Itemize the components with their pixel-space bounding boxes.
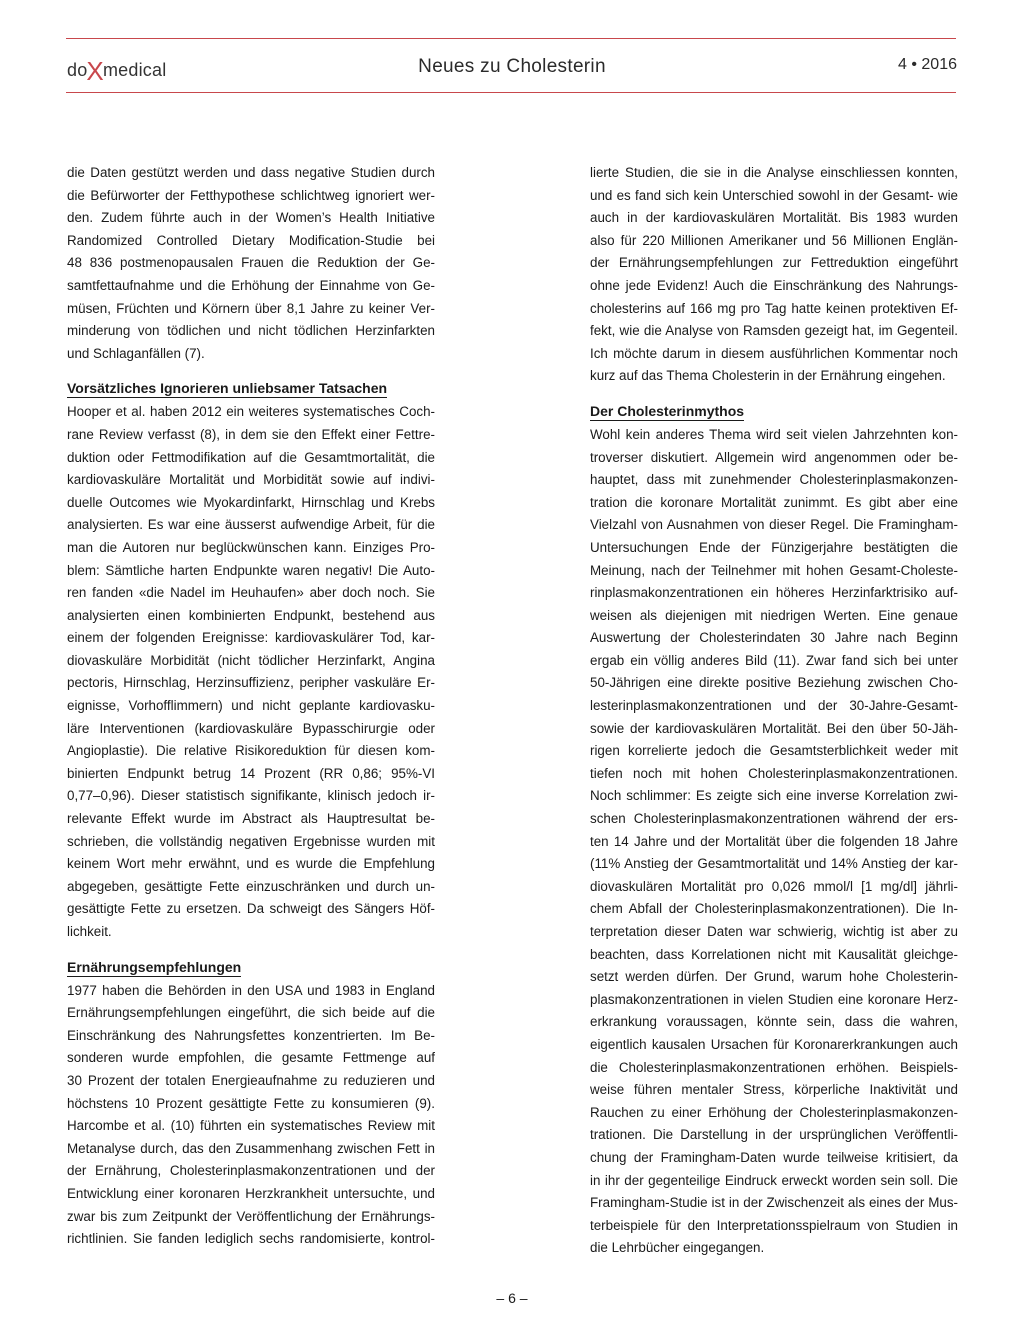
body-text-line: Harcombe et al. (10) führten ein systematisches Review mit (67, 1118, 435, 1134)
body-text-line: samtfettaufnahme und die Erhöhung der Einnahme von Ge- (67, 277, 435, 293)
body-text-line: man die Autoren nur beglückwünschen kann. Einziges Pro- (67, 539, 435, 555)
body-text-line: der Ernährungsempfehlungen zur Fettreduktion eingeführt (590, 255, 958, 271)
logo-text-do: do (67, 60, 88, 80)
paragraph-gap (67, 365, 435, 375)
body-text-line: pectoris, Hirnschlag, Herzinsuffizienz, peripher vaskuläre Er- (67, 675, 435, 691)
logo-x-mark: X (86, 56, 104, 86)
body-text-line: minderung von tödlichen und nicht tödlichen Herzinfarkten (67, 323, 435, 339)
body-text-line: chung der Framingham-Daten wurde teilweise kritisiert, da (590, 1149, 958, 1165)
body-text-line: Framingham-Studie ist in der Zwischenzeit als eines der Mus- (590, 1195, 958, 1211)
body-text-line: Rauchen zu einer Erhöhung der Cholesterinplasmakonzen- (590, 1104, 958, 1120)
body-text-line: trationen. Die Darstellung in der ursprünglichen Veröffentli- (590, 1127, 958, 1143)
body-text-line: ten 14 Jahre und der Mortalität über die folgenden 18 Jahre (590, 833, 958, 849)
left-text-column (67, 162, 435, 1251)
body-text-line: ren fanden «die Nadel im Heuhaufen» aber doch noch. Sie (67, 585, 435, 601)
section-heading (67, 375, 435, 401)
body-text-line: lierte Studien, die sie in die Analyse einschliessen konnten, (590, 165, 958, 180)
body-text-line: chem Abfall der Cholesterinplasmakonzentrationen). Die In- (590, 901, 958, 917)
running-title: Neues zu Cholesterin (418, 56, 606, 77)
body-text-line: auch in der kardiovaskulären Mortalität. Bis 1983 wurden (590, 210, 958, 226)
paragraph-gap (67, 944, 435, 954)
body-text-line: eignisse, Vorhofflimmern) und nicht geplante kardiovasku- (67, 698, 435, 714)
body-text-line: Hooper et al. haben 2012 ein weiteres systematisches Coch- (67, 404, 435, 420)
body-text-line: (11% Anstieg der Gesamtmortalität und 14% Anstieg der kar- (590, 856, 958, 872)
body-text-line: die Lehrbücher eingegangen. (590, 1240, 765, 1256)
body-text-line: einem der folgenden Ereignisse: kardiovaskulärer Tod, kar- (67, 630, 435, 646)
body-text-line: terbeispiele für den Interpretationsspielraum von Studien in (590, 1217, 958, 1233)
section-heading-text: Vorsätzliches Ignorieren unliebsamer Tatsachen (67, 380, 388, 397)
body-text-line: duelle Outcomes wie Myokardinfarkt, Hirnschlag und Krebs (67, 494, 435, 510)
section-heading (67, 954, 435, 980)
header-top-rule (66, 38, 956, 39)
body-text-line: diovaskulären Mortalität pro 0,026 mmol/l [1 mg/dl] jährli- (590, 878, 958, 894)
body-text-line: abgegeben, gesättigte Fette einzuschränken und durch un- (67, 878, 435, 894)
body-text-line: sowie der kardiovaskulären Mortalität. Bei den über 50-Jäh- (590, 720, 958, 736)
body-text-line: die Cholesterinplasmakonzentrationen erhöhen. Beispiels- (590, 1059, 958, 1075)
body-text-line: Entwicklung einer koronaren Herzkrankheit untersuchte, und (67, 1185, 435, 1201)
body-text-line: die Befürworter der Fetthypothese schlichtweg ignoriert wer- (67, 187, 435, 203)
header-bottom-rule (66, 92, 956, 93)
body-text-line: rigen korrelierte jedoch die Gesamtsterblichkeit weder mit (590, 743, 958, 759)
body-text-line: 50-Jährigen eine direkte positive Beziehung zwischen Cho- (590, 675, 958, 691)
body-text-line: rane Review verfasst (8), in dem sie den Effekt einer Fettre- (67, 426, 435, 442)
body-text-line: duktion oder Fettmodifikation auf die Gesamtmortalität, die (67, 449, 435, 465)
body-text-line: tration die koronare Mortalität zunimmt. Es gibt aber eine (590, 494, 958, 510)
body-text-line: troverser diskutiert. Allgemein wird angenommen oder be- (590, 449, 958, 465)
body-text-line: erkrankung voraussagen, könnte sein, dass die wahren, (590, 1014, 958, 1030)
body-text-line: und Schlaganfällen (7). (67, 345, 205, 361)
right-text-column (590, 162, 958, 1260)
body-text-line: weisen als diejenigen mit niedrigen Werten. Eine genaue (590, 607, 958, 623)
body-text-line: Meinung, nach der Teilnehmer mit hohen Gesamt-Choleste- (590, 562, 958, 578)
body-text-line: beachten, dass Korrelationen nicht mit Kausalität gleichge- (590, 946, 958, 962)
body-text-line: Metanalyse durch, das den Zusammenhang zwischen Fett in (67, 1140, 435, 1156)
section-heading-text: Ernährungsempfehlungen (67, 958, 242, 975)
body-text-line: hauptet, dass mit zunehmender Cholesterinplasmakonzen- (590, 472, 958, 488)
body-text-line: läre Interventionen (kardiovaskuläre Bypasschirurgie oder (67, 720, 435, 736)
body-text-line: analysierten einen kombinierten Endpunkt, bestehend aus (67, 607, 435, 623)
body-text-line: setzt werden dürfen. Der Grund, warum hohe Cholesterin- (590, 969, 958, 985)
body-text-line: 30 Prozent der totalen Energieaufnahme zu reduzieren und (67, 1072, 435, 1088)
body-text-line: Einschränkung des Nahrungsfettes konzentrierten. Im Be- (67, 1027, 435, 1043)
body-text-line: sonderen wurde empfohlen, die gesamte Fettmenge auf (67, 1050, 435, 1066)
body-text-line: lesterinplasmakonzentrationen und der 30-Jahre-Gesamt- (590, 698, 958, 714)
body-text-line: in ihr der gegenteilige Eindruck erweckt worden sein soll. Die (590, 1172, 958, 1188)
body-text-line: also für 220 Millionen Amerikaner und 56 Millionen Englän- (590, 232, 958, 248)
body-text-line: gesättigte Fette zu ersetzen. Da schweigt des Sängers Höf- (67, 901, 435, 917)
page-number: – 6 – (496, 1290, 528, 1306)
body-text-line: diovaskuläre Morbidität (nicht tödlicher Herzinfarkt, Angina (67, 652, 435, 668)
body-text-line: Ich möchte darum in diesem ausführlichen Kommentar noch (590, 345, 958, 361)
body-text-line: lichkeit. (67, 924, 112, 939)
body-text-line: Wohl kein anderes Thema wird seit vielen Jahrzehnten kon- (590, 426, 958, 442)
section-heading (590, 398, 958, 424)
body-text-line: terpretation dieser Daten war schwierig, wichtig ist aber zu (590, 924, 958, 939)
body-text-line: fekt, wie die Analyse von Ramsden gezeigt hat, im Gegenteil. (590, 323, 958, 339)
logo-text-medical: medical (102, 60, 167, 80)
issue-number: 4 • 2016 (898, 56, 957, 73)
body-text-line: binierten Endpunkt betrug 14 Prozent (RR 0,86; 95%-VI (67, 765, 435, 781)
body-text-line: Randomized Controlled Dietary Modification-Studie bei (67, 232, 435, 248)
body-text-line: der Ernährung, Cholesterinplasmakonzentrationen und der (67, 1163, 435, 1179)
body-text-line: eigentlich kausalen Ursachen für Koronarerkrankungen auch (590, 1036, 958, 1052)
body-text-line: weise führen mentaler Stress, körperliche Inaktivität und (590, 1082, 958, 1098)
body-text-line: tiefen noch mit hohen Cholesterinplasmakonzentrationen. (590, 765, 958, 781)
body-text-line: Noch schlimmer: Es zeigte sich eine inverse Korrelation zwi- (590, 788, 958, 804)
section-heading-text: Der Cholesterinmythos (590, 402, 745, 419)
body-text-line: schen Cholesterinplasmakonzentrationen während der ers- (590, 811, 958, 827)
body-text-line: Angioplastie). Die relative Risikoreduktion für diesen kom- (67, 743, 435, 759)
body-text-line: Auswertung der Cholesterindaten 30 Jahre nach Beginn (590, 630, 958, 646)
body-text-line: 0,77–0,96). Dieser statistisch signifikante, klinisch jedoch ir- (67, 788, 435, 804)
body-text-line: zwar bis zum Zeitpunkt der Veröffentlichung der Ernährungs- (67, 1208, 435, 1224)
body-text-line: kurz auf das Thema Cholesterin in der Ernährung eingehen. (590, 368, 946, 384)
body-text-line: kardiovaskuläre Mortalität und Morbidität sowie auf indivi- (67, 472, 435, 488)
body-text-line: rinplasmakonzentrationen ein höheres Herzinfarktrisiko auf- (590, 585, 958, 601)
body-text-line: 48 836 postmenopausalen Frauen die Reduktion der Ge- (67, 255, 435, 271)
body-text-line: blem: Sämtliche harten Endpunkte waren negativ! Die Auto- (67, 562, 435, 578)
body-text-line: und es fand sich kein Unterschied sowohl in der Gesamt- wie (590, 187, 958, 203)
body-text-line: keinem Wort mehr erwähnt, und es wurde die Empfehlung (67, 856, 435, 872)
body-text-line: höchstens 10 Prozent gesättigte Fette zu konsumieren (9). (67, 1095, 435, 1111)
body-text-line: relevante Effekt wurde im Abstract als Hauptresultat be- (67, 811, 435, 827)
body-text-line: cholesterins auf 166 mg pro Tag hatte keinen protektiven Ef- (590, 300, 958, 316)
body-text-line: analysierten. Es war eine äusserst aufwendige Arbeit, für die (67, 517, 435, 533)
body-text-line: Vielzahl von Ausnahmen von dieser Regel. Die Framingham- (590, 517, 958, 533)
body-text-line: den. Zudem führte auch in der Women’s Health Initiative (67, 210, 435, 226)
body-text-line: ohne jede Evidenz! Auch die Einschränkung des Nahrungs- (590, 277, 958, 293)
body-text-line: Untersuchungen Ende der Fünzigerjahre bestätigten die (590, 539, 958, 555)
body-text-line: 1977 haben die Behörden in den USA und 1983 in England (67, 982, 435, 998)
body-text-line: Ernährungsempfehlungen eingeführt, die sich beide auf die (67, 1005, 435, 1021)
body-text-line: die Daten gestützt werden und dass negative Studien durch (67, 165, 435, 180)
paragraph-gap (590, 388, 958, 398)
body-text-line: müsen, Früchten und Körnern über 8,1 Jahre zu keiner Ver- (67, 300, 435, 316)
body-text-line: plasmakonzentrationen in vielen Studien eine koronare Herz- (590, 991, 958, 1007)
body-text-line: richtlinien. Sie fanden lediglich sechs randomisierte, kontrol- (67, 1231, 435, 1247)
body-text-line: ergab ein völlig anderes Bild (11). Zwar fand sich bei unter (590, 652, 958, 668)
body-text-line: schrieben, die vollständig negativen Ergebnisse wurden mit (67, 833, 435, 849)
